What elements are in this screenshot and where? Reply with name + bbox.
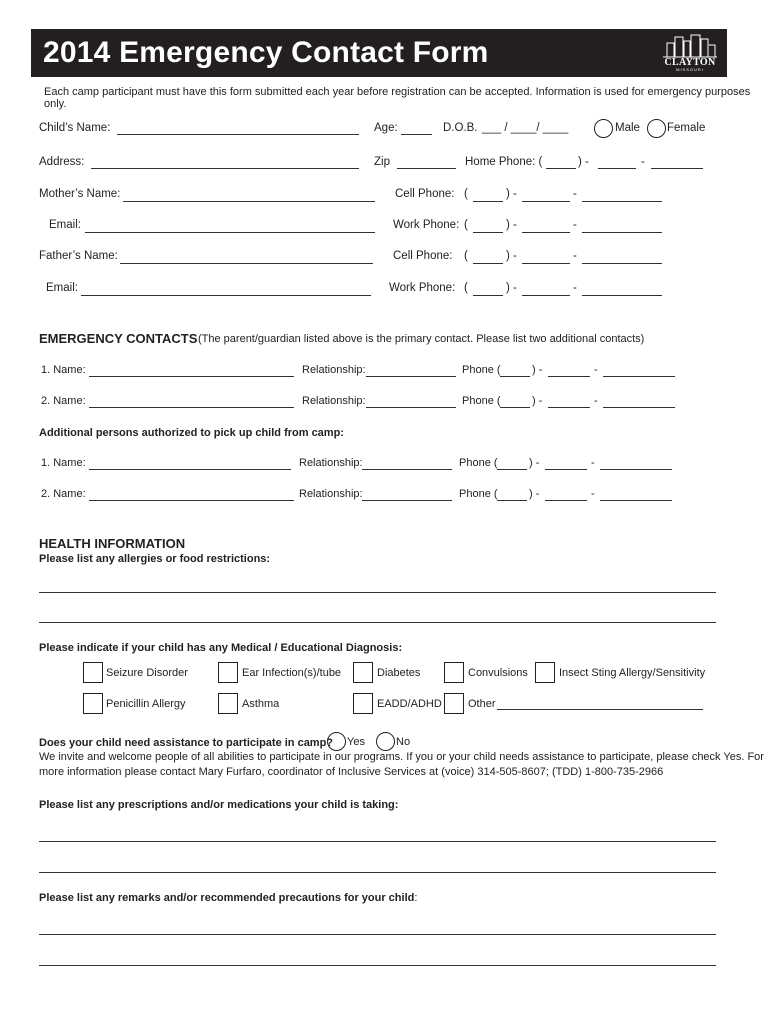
no-radio[interactable] [376, 732, 395, 751]
skyline-icon [661, 33, 719, 59]
mother-cell-paren: ( [464, 188, 468, 200]
form-title: 2014 Emergency Contact Form [43, 36, 489, 69]
mothers-name-label: Mother’s Name: [39, 188, 121, 200]
assistance-text-line-2: more information please contact Mary Furfaro, coordinator of Inclusive Services at (voice) 314-505-8607; (TDD) 1-800-735-2966 [39, 766, 664, 778]
pu2-phone-label: Phone ( [459, 488, 498, 500]
childs-name-label: Child’s Name: [39, 122, 111, 134]
other-label: Other [468, 698, 496, 710]
penicillin-label: Penicillin Allergy [106, 698, 186, 710]
home-phone-area[interactable] [546, 168, 576, 169]
ec2-name-label: 2. Name: [41, 395, 86, 407]
clayton-logo [661, 33, 719, 73]
home-phone-dash: - [641, 156, 645, 168]
pu1-phone-dash: - [591, 457, 595, 469]
convulsions-checkbox[interactable] [444, 662, 464, 683]
pu2-phone-dash: - [591, 488, 595, 500]
address-field[interactable] [91, 168, 359, 169]
mother-cell-label: Cell Phone: [395, 188, 455, 200]
convulsions-label: Convulsions [468, 667, 528, 679]
zip-label: Zip [374, 156, 390, 168]
fathers-name-field[interactable] [120, 263, 373, 264]
pu2-name-field[interactable] [89, 500, 294, 501]
allergies-line-1[interactable] [39, 592, 716, 593]
pu2-phone-area[interactable] [497, 500, 527, 501]
pu2-phone-sep: ) - [529, 488, 540, 500]
mother-cell-prefix[interactable] [522, 201, 570, 202]
pickup-heading: Additional persons authorized to pick up child from camp: [39, 427, 344, 439]
remarks-line-1[interactable] [39, 934, 716, 935]
ec2-rel-label: Relationship: [302, 395, 366, 407]
insect-sting-checkbox[interactable] [535, 662, 555, 683]
logo-subtext: MISSOURI [676, 67, 704, 72]
intro-text: Each camp participant must have this form submitted each year before registration can be accepted. Information is used for emergency purposes only. [44, 86, 751, 110]
mothers-name-field[interactable] [123, 201, 375, 202]
ec1-phone-area[interactable] [500, 376, 530, 377]
ec2-rel-field[interactable] [366, 407, 456, 408]
pu2-name-label: 2. Name: [41, 488, 86, 500]
ec2-phone-prefix[interactable] [548, 407, 590, 408]
mother-email-field[interactable] [85, 232, 375, 233]
health-heading: HEALTH INFORMATION [39, 536, 186, 551]
prescriptions-label: Please list any prescriptions and/or medications your child is taking: [39, 799, 399, 811]
pu1-name-field[interactable] [89, 469, 291, 470]
pu2-rel-field[interactable] [362, 500, 452, 501]
prescriptions-line-1[interactable] [39, 841, 716, 842]
mother-cell-area[interactable] [473, 201, 503, 202]
diagnosis-label: Please indicate if your child has any Medical / Educational Diagnosis: [39, 642, 403, 654]
pu1-phone-prefix[interactable] [545, 469, 587, 470]
ec1-name-label: 1. Name: [41, 364, 86, 376]
emergency-note: (The parent/guardian listed above is the primary contact. Please list two additional contacts) [198, 333, 645, 345]
prescriptions-line-2[interactable] [39, 872, 716, 873]
other-field[interactable] [497, 709, 703, 710]
father-cell-label: Cell Phone: [393, 250, 453, 262]
mother-work-prefix[interactable] [522, 232, 570, 233]
father-cell-sep: ) - [506, 250, 517, 262]
dob-label: D.O.B. [443, 122, 478, 134]
father-work-label: Work Phone: [389, 282, 456, 294]
mother-cell-sep: ) - [506, 188, 517, 200]
father-work-dash: - [573, 282, 577, 294]
ec1-rel-field[interactable] [366, 376, 456, 377]
father-email-label: Email: [46, 282, 78, 294]
father-work-prefix[interactable] [522, 295, 570, 296]
mother-cell-number[interactable] [582, 201, 662, 202]
mother-email-label: Email: [49, 219, 81, 231]
diabetes-label: Diabetes [377, 667, 421, 679]
ec2-phone-sep: ) - [532, 395, 543, 407]
ec2-phone-number[interactable] [603, 407, 675, 408]
ear-infection-label: Ear Infection(s)/tube [242, 667, 342, 679]
assistance-question: Does your child need assistance to participate in camp? [39, 737, 334, 749]
age-field[interactable] [401, 134, 432, 135]
remarks-colon: : [414, 892, 418, 904]
father-work-area[interactable] [473, 295, 503, 296]
father-work-sep: ) - [506, 282, 517, 294]
age-label: Age: [374, 122, 398, 134]
father-email-field[interactable] [81, 295, 371, 296]
home-phone-prefix[interactable] [598, 168, 636, 169]
eadd-adhd-checkbox[interactable] [353, 693, 373, 714]
ec1-phone-label: Phone ( [462, 364, 501, 376]
childs-name-field[interactable] [117, 134, 359, 135]
form-header [31, 29, 727, 77]
remarks-label: Please list any remarks and/or recommended precautions for your child [39, 892, 415, 904]
father-work-number[interactable] [582, 295, 662, 296]
pu2-phone-number[interactable] [600, 500, 672, 501]
pu1-phone-label: Phone ( [459, 457, 498, 469]
diabetes-checkbox[interactable] [353, 662, 373, 683]
ec1-phone-dash: - [594, 364, 598, 376]
seizure-checkbox[interactable] [83, 662, 103, 683]
female-radio[interactable] [647, 119, 666, 138]
male-label: Male [615, 122, 640, 134]
female-label: Female [667, 122, 706, 134]
allergies-line-2[interactable] [39, 622, 716, 623]
ec1-name-field[interactable] [89, 376, 294, 377]
pu1-phone-area[interactable] [497, 469, 527, 470]
mother-work-label: Work Phone: [393, 219, 460, 231]
pu1-phone-sep: ) - [529, 457, 540, 469]
ec2-name-field[interactable] [89, 407, 294, 408]
asthma-label: Asthma [242, 698, 280, 710]
ec1-phone-number[interactable] [603, 376, 675, 377]
ec2-phone-label: Phone ( [462, 395, 501, 407]
ec2-phone-dash: - [594, 395, 598, 407]
mother-work-number[interactable] [582, 232, 662, 233]
home-phone-number[interactable] [651, 168, 703, 169]
ec1-phone-prefix[interactable] [548, 376, 590, 377]
mother-work-sep: ) - [506, 219, 517, 231]
male-radio[interactable] [594, 119, 613, 138]
asthma-checkbox[interactable] [218, 693, 238, 714]
penicillin-checkbox[interactable] [83, 693, 103, 714]
pu1-phone-number[interactable] [600, 469, 672, 470]
home-phone-sep: ) - [578, 156, 589, 168]
ec1-rel-label: Relationship: [302, 364, 366, 376]
pu1-rel-label: Relationship: [299, 457, 363, 469]
pu2-rel-label: Relationship: [299, 488, 363, 500]
mother-cell-dash: - [573, 188, 577, 200]
mother-work-paren: ( [464, 219, 468, 231]
pu2-phone-prefix[interactable] [545, 500, 587, 501]
father-work-paren: ( [464, 282, 468, 294]
home-phone-label: Home Phone: ( [465, 156, 543, 168]
logo-text: CLAYTON [664, 57, 716, 68]
no-label: No [396, 736, 411, 748]
father-cell-paren: ( [464, 250, 468, 262]
address-label: Address: [39, 156, 85, 168]
ec2-phone-area[interactable] [500, 407, 530, 408]
mother-work-area[interactable] [473, 232, 503, 233]
pu1-rel-field[interactable] [362, 469, 452, 470]
ec1-phone-sep: ) - [532, 364, 543, 376]
father-cell-prefix[interactable] [522, 263, 570, 264]
ear-infection-checkbox[interactable] [218, 662, 238, 683]
father-cell-dash: - [573, 250, 577, 262]
assistance-text-line-1: We invite and welcome people of all abilities to participate in our programs. If you or your child needs assistance to participate, please check Yes. For [39, 751, 764, 763]
other-checkbox[interactable] [444, 693, 464, 714]
pu1-name-label: 1. Name: [41, 457, 86, 469]
mother-work-dash: - [573, 219, 577, 231]
seizure-label: Seizure Disorder [106, 667, 188, 679]
remarks-label-wrap [39, 892, 417, 904]
father-cell-area[interactable] [473, 263, 503, 264]
fathers-name-label: Father’s Name: [39, 250, 118, 262]
eadd-adhd-label: EADD/ADHD [377, 698, 442, 710]
zip-field[interactable] [397, 168, 456, 169]
emergency-heading: EMERGENCY CONTACTS [39, 331, 198, 346]
allergies-label: Please list any allergies or food restrictions: [39, 553, 271, 565]
insect-sting-label: Insect Sting Allergy/Sensitivity [559, 667, 706, 679]
dob-field[interactable]: ___ / ____/ ____ [482, 122, 569, 134]
father-cell-number[interactable] [582, 263, 662, 264]
remarks-line-2[interactable] [39, 965, 716, 966]
yes-label: Yes [347, 736, 365, 748]
yes-radio[interactable] [327, 732, 346, 751]
